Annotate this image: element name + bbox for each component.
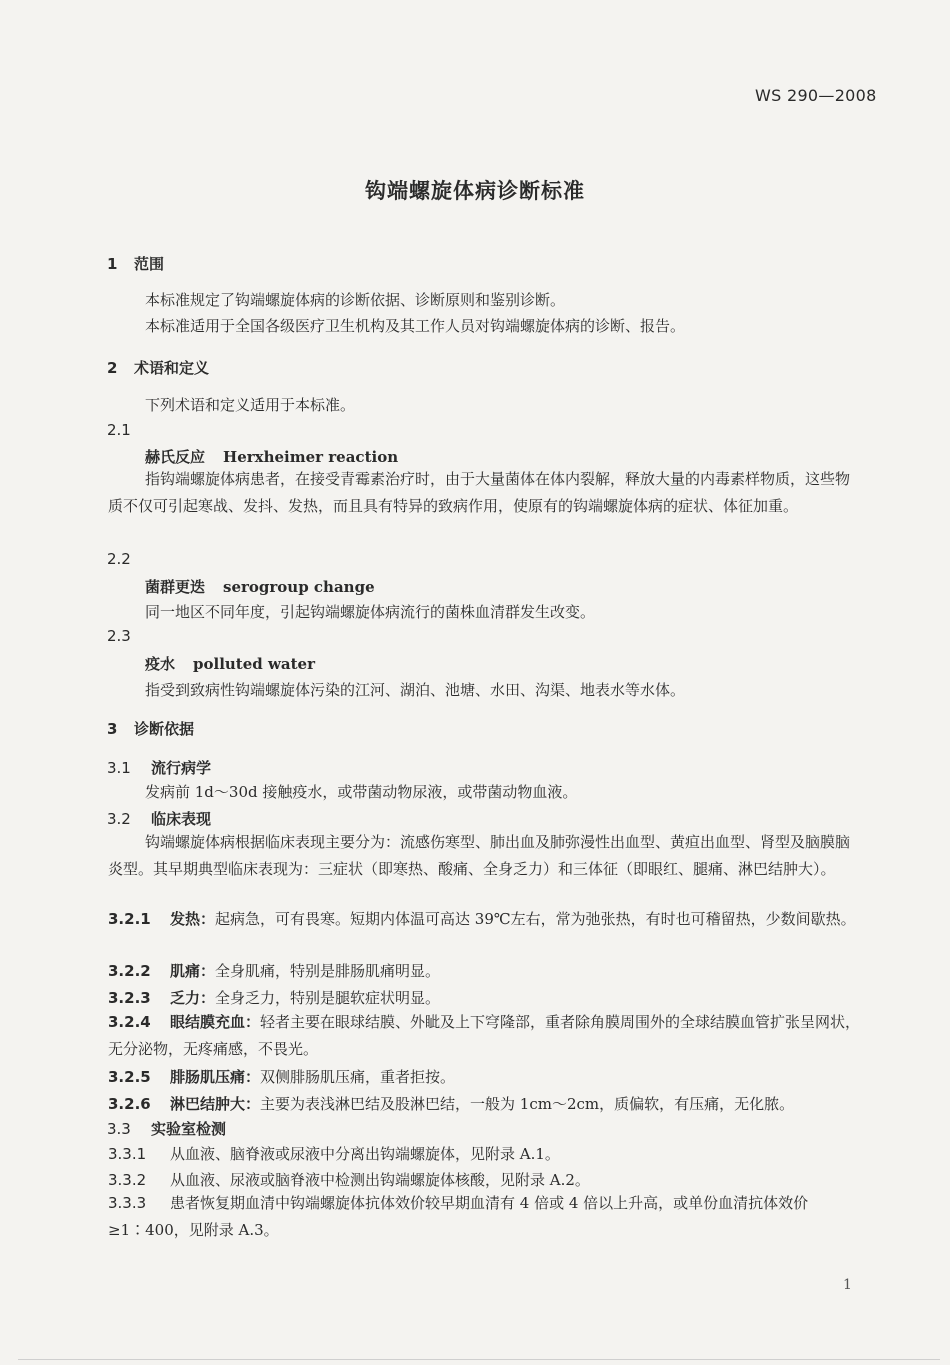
item-number: 3.2.5 — [108, 1068, 151, 1086]
standard-code: WS 290—2008 — [755, 86, 877, 105]
term-english: polluted water — [193, 655, 316, 673]
clause-3-3-heading — [107, 1118, 226, 1139]
term-heading — [145, 653, 315, 674]
clause-number: 3.3 — [107, 1120, 131, 1138]
clause-number: 2.3 — [107, 627, 131, 645]
section-title: 诊断依据 — [134, 720, 195, 738]
clause-3-2-heading — [107, 808, 211, 829]
list-item — [108, 1143, 560, 1164]
item-text: 双侧腓肠肌压痛，重者拒按。 — [260, 1068, 456, 1086]
term-heading — [145, 576, 375, 597]
item-label: 眼结膜充血： — [170, 1013, 261, 1031]
list-item — [108, 1066, 455, 1087]
term-chinese: 疫水 — [145, 655, 176, 673]
document-title: 钩端螺旋体病诊断标准 — [365, 179, 585, 203]
item-number: 3.2.6 — [108, 1095, 151, 1113]
item-label: 淋巴结肿大： — [170, 1095, 261, 1113]
term-definition: 指钩端螺旋体病患者，在接受青霉素治疗时，由于大量菌体在体内裂解，释放大量的内毒素样物质，这些物质不仅可引起寒战、发抖、发热，而且具有特异的致病作用，使原有的钩端螺旋体病的症状、体征加重。 — [108, 470, 851, 515]
clause-number: 3.1 — [107, 759, 131, 777]
clause-3-1-heading — [107, 757, 211, 778]
term-english: Herxheimer reaction — [223, 448, 399, 466]
clause-title: 实验室检测 — [151, 1120, 227, 1138]
term-chinese: 赫氏反应 — [145, 448, 206, 466]
item-text: 全身乏力，特别是腿软症状明显。 — [215, 989, 441, 1007]
section-title: 范围 — [134, 255, 165, 273]
page-number: 1 — [843, 1277, 852, 1293]
clause-number: 3.2 — [107, 810, 131, 828]
clause-number: 2.1 — [107, 421, 131, 439]
section-number: 1 — [107, 255, 118, 273]
item-label: 腓肠肌压痛： — [170, 1068, 261, 1086]
paragraph: 本标准适用于全国各级医疗卫生机构及其工作人员对钩端螺旋体病的诊断、报告。 — [145, 317, 686, 335]
list-item — [108, 1093, 794, 1114]
paragraph: 钩端螺旋体病根据临床表现主要分为：流感伤寒型、肺出血及肺弥漫性出血型、黄疸出血型、肾型及脑膜脑炎型。其早期典型临床表现为：三症状（即寒热、酸痛、全身乏力）和三体征（即眼红、腿痛、淋巴结肿大）。 — [108, 833, 851, 878]
section-1-heading — [107, 253, 164, 274]
term-chinese: 菌群更迭 — [145, 578, 206, 596]
item-text: 从血液、尿液或脑脊液中检测出钩端螺旋体核酸，见附录 A.2。 — [170, 1171, 590, 1189]
item-number: 3.2.2 — [108, 962, 151, 980]
clause-number: 2.2 — [107, 550, 131, 568]
item-text: 患者恢复期血清中钩端螺旋体抗体效价较早期血清有 4 倍或 4 倍以上升高，或单份血清抗体效价≥1∶400，见附录 A.3。 — [108, 1194, 809, 1239]
item-number: 3.3.2 — [108, 1171, 147, 1189]
term-definition: 同一地区不同年度，引起钩端螺旋体病流行的菌株血清群发生改变。 — [145, 603, 596, 621]
item-number: 3.3.1 — [108, 1145, 147, 1163]
clause-title: 流行病学 — [151, 759, 212, 777]
list-item — [108, 987, 440, 1008]
list-item — [108, 960, 440, 981]
clause-title: 临床表现 — [151, 810, 212, 828]
list-item — [108, 906, 863, 933]
item-number: 3.2.3 — [108, 989, 151, 1007]
scan-edge-divider — [18, 1359, 940, 1360]
item-number: 3.2.1 — [108, 910, 151, 928]
paragraph: 发病前 1d～30d 接触疫水，或带菌动物尿液，或带菌动物血液。 — [145, 783, 578, 801]
section-title: 术语和定义 — [134, 359, 210, 377]
paragraph: 本标准规定了钩端螺旋体病的诊断依据、诊断原则和鉴别诊断。 — [145, 291, 566, 309]
item-text: 主要为表浅淋巴结及股淋巴结，一般为 1cm～2cm，质偏软，有压痛，无化脓。 — [260, 1095, 795, 1113]
item-text: 全身肌痛，特别是腓肠肌痛明显。 — [215, 962, 441, 980]
item-number: 3.3.3 — [108, 1194, 147, 1212]
item-label: 发热： — [170, 910, 216, 928]
item-label: 肌痛： — [170, 962, 216, 980]
item-label: 乏力： — [170, 989, 216, 1007]
item-number: 3.2.4 — [108, 1013, 151, 1031]
item-text: 从血液、脑脊液或尿液中分离出钩端螺旋体，见附录 A.1。 — [170, 1145, 560, 1163]
item-text: 起病急，可有畏寒。短期内体温可高达 39℃左右，常为弛张热，有时也可稽留热，少数间歇热。 — [215, 910, 856, 928]
item-text: 轻者主要在眼球结膜、外眦及上下穹隆部，重者除角膜周围外的全球结膜血管扩张呈网状，无分泌物，无疼痛感，不畏光。 — [108, 1013, 861, 1058]
section-number: 3 — [107, 720, 118, 738]
paragraph: 下列术语和定义适用于本标准。 — [145, 396, 356, 414]
term-definition: 指受到致病性钩端螺旋体污染的江河、湖泊、池塘、水田、沟渠、地表水等水体。 — [145, 681, 686, 699]
list-item — [108, 1009, 863, 1063]
section-2-heading — [107, 357, 209, 378]
term-heading — [145, 446, 398, 467]
list-item — [108, 1190, 863, 1244]
section-number: 2 — [107, 359, 118, 377]
term-english: serogroup change — [223, 578, 375, 596]
section-3-heading — [107, 718, 194, 739]
list-item — [108, 1169, 590, 1190]
